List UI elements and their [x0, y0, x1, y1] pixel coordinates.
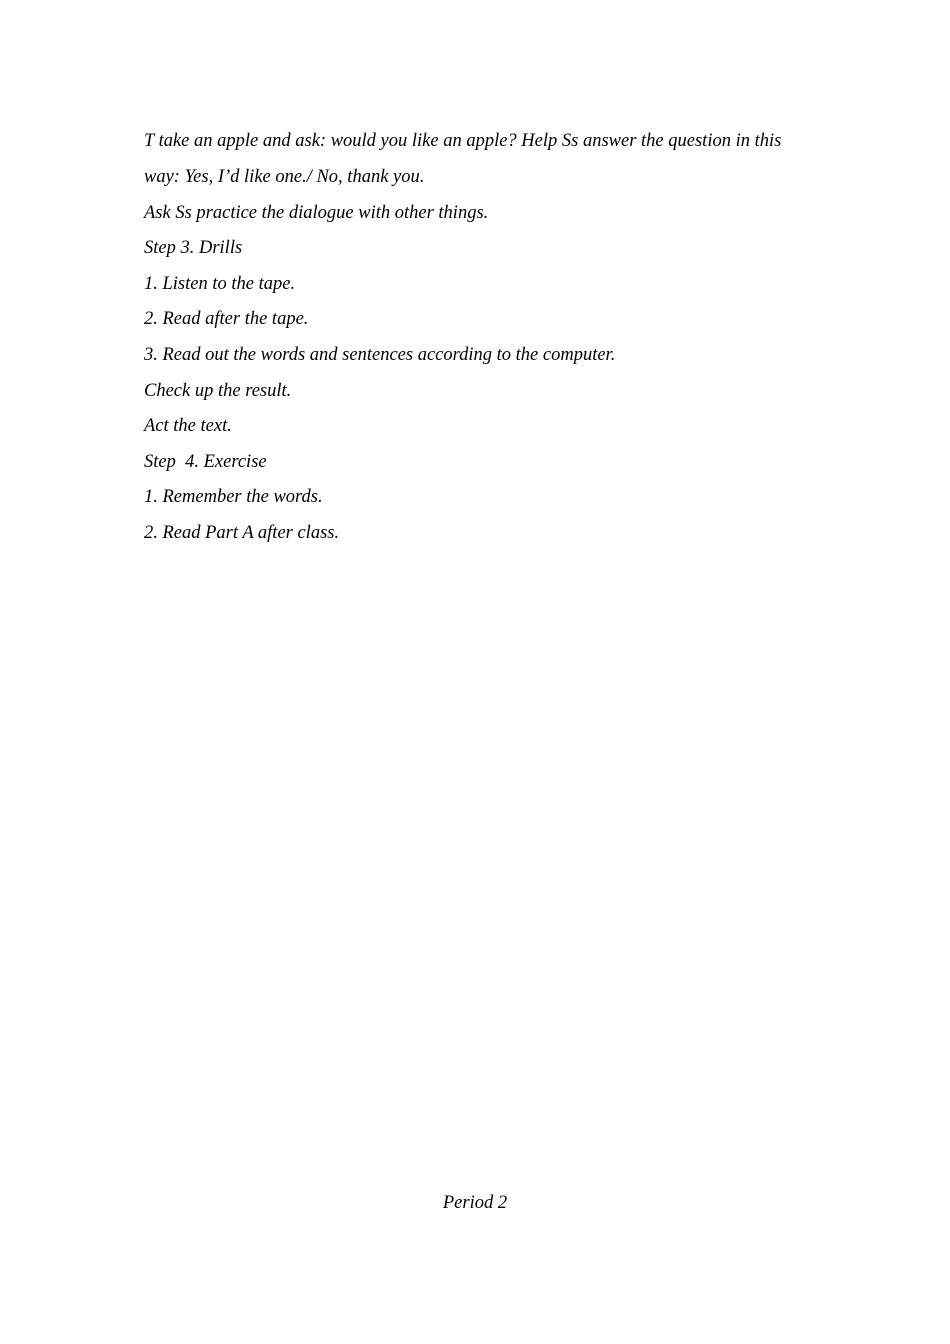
step-3-heading: Step 3. Drills: [144, 238, 243, 259]
practice-instruction: Ask Ss practice the dialogue with other things.: [144, 202, 489, 223]
document-body: [144, 123, 814, 552]
act-text-line: Act the text.: [144, 416, 232, 437]
drill-item-1: 1. Listen to the tape.: [144, 273, 296, 294]
exercise-item-2: 2. Read Part A after class.: [144, 522, 340, 543]
intro-line-1: T take an apple and ask: would you like an apple? Help Ss answer the question in this: [144, 131, 782, 151]
drill-item-3: 3. Read out the words and sentences according to the computer.: [144, 344, 616, 365]
step-4-heading: Step 4. Exercise: [144, 451, 267, 472]
drill-item-2: 2. Read after the tape.: [144, 309, 309, 330]
exercise-item-1: 1. Remember the words.: [144, 487, 323, 508]
page-footer: Period 2: [442, 1193, 508, 1213]
check-result-line: Check up the result.: [144, 380, 292, 401]
intro-line-2: way: Yes, I’d like one./ No, thank you.: [144, 167, 425, 187]
